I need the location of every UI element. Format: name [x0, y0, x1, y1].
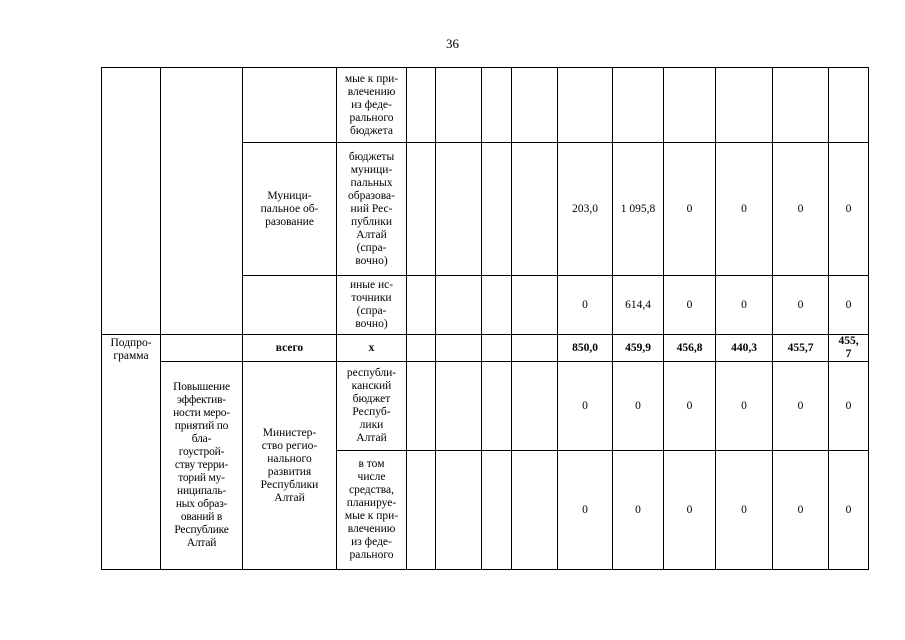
grbs-cell [407, 143, 436, 276]
grbs-cell [407, 362, 436, 451]
value-cell: 0 [829, 143, 869, 276]
budget-table [101, 67, 869, 570]
value-cell: 0 [664, 451, 716, 570]
rz-pr-cell [436, 362, 482, 451]
table-row [102, 68, 869, 143]
value-cell: 0 [716, 362, 773, 451]
funding-source-cell: х [337, 335, 407, 362]
vr-cell [512, 362, 558, 451]
name-cell-empty [161, 68, 243, 335]
funding-source-cell: в том числе средства, планируе- мые к при- влечению из феде- рального [337, 451, 407, 570]
table-row [102, 362, 869, 451]
value-cell: 0 [716, 451, 773, 570]
value-cell: 0 [716, 143, 773, 276]
value-cell: 0 [829, 362, 869, 451]
rz-pr-cell [436, 68, 482, 143]
value-cell: 614,4 [613, 276, 664, 335]
vr-cell [512, 451, 558, 570]
vr-cell [512, 276, 558, 335]
executor-cell: Муници- пальное об- разование [243, 143, 337, 276]
value-cell: 0 [664, 362, 716, 451]
value-cell: 455,7 [773, 335, 829, 362]
value-cell: 0 [773, 143, 829, 276]
vr-cell [512, 143, 558, 276]
csr-cell [482, 451, 512, 570]
vr-cell [512, 335, 558, 362]
funding-source-cell: республи- канский бюджет Респуб- лики Алтай [337, 362, 407, 451]
status-cell-empty [102, 68, 161, 335]
funding-source-cell: иные ис- точники (спра- вочно) [337, 276, 407, 335]
value-cell: 0 [829, 451, 869, 570]
value-cell: 0 [613, 362, 664, 451]
value-cell: 456,8 [664, 335, 716, 362]
value-cell [664, 68, 716, 143]
value-cell: 455, 7 [829, 335, 869, 362]
executor-total-cell: всего [243, 335, 337, 362]
executor-cell-empty [243, 68, 337, 143]
grbs-cell [407, 335, 436, 362]
csr-cell [482, 143, 512, 276]
subprogram-name-cell: Повышение эффектив- ности меро- приятий по бла- гоустрой- ству терри- торий му- ниципаль- ных образ- ований в Республике Алтай [161, 362, 243, 570]
rz-pr-cell [436, 335, 482, 362]
value-cell: 0 [829, 276, 869, 335]
name-cell-empty [161, 335, 243, 362]
value-cell [613, 68, 664, 143]
value-cell: 0 [558, 362, 613, 451]
csr-cell [482, 276, 512, 335]
csr-cell [482, 335, 512, 362]
value-cell [716, 68, 773, 143]
value-cell: 0 [773, 451, 829, 570]
grbs-cell [407, 451, 436, 570]
value-cell: 0 [664, 143, 716, 276]
status-cell: Подпро- грамма [102, 335, 161, 570]
value-cell: 0 [664, 276, 716, 335]
value-cell: 440,3 [716, 335, 773, 362]
grbs-cell [407, 68, 436, 143]
grbs-cell [407, 276, 436, 335]
executor-cell: Министер- ство регио- нального развития Республики Алтай [243, 362, 337, 570]
rz-pr-cell [436, 451, 482, 570]
value-cell: 0 [773, 362, 829, 451]
value-cell [829, 68, 869, 143]
value-cell: 0 [773, 276, 829, 335]
value-cell: 459,9 [613, 335, 664, 362]
csr-cell [482, 68, 512, 143]
table-row [102, 335, 869, 362]
executor-cell-empty [243, 276, 337, 335]
value-cell: 0 [716, 276, 773, 335]
value-cell: 0 [558, 276, 613, 335]
funding-source-cell: бюджеты муници- пальных образова- ний Рес- публики Алтай (спра- вочно) [337, 143, 407, 276]
rz-pr-cell [436, 276, 482, 335]
value-cell [558, 68, 613, 143]
value-cell: 0 [558, 451, 613, 570]
csr-cell [482, 362, 512, 451]
value-cell: 0 [613, 451, 664, 570]
rz-pr-cell [436, 143, 482, 276]
vr-cell [512, 68, 558, 143]
page-number: 36 [446, 36, 459, 51]
value-cell [773, 68, 829, 143]
value-cell: 203,0 [558, 143, 613, 276]
funding-source-cell: мые к при- влечению из феде- рального бюджета [337, 68, 407, 143]
value-cell: 850,0 [558, 335, 613, 362]
value-cell: 1 095,8 [613, 143, 664, 276]
